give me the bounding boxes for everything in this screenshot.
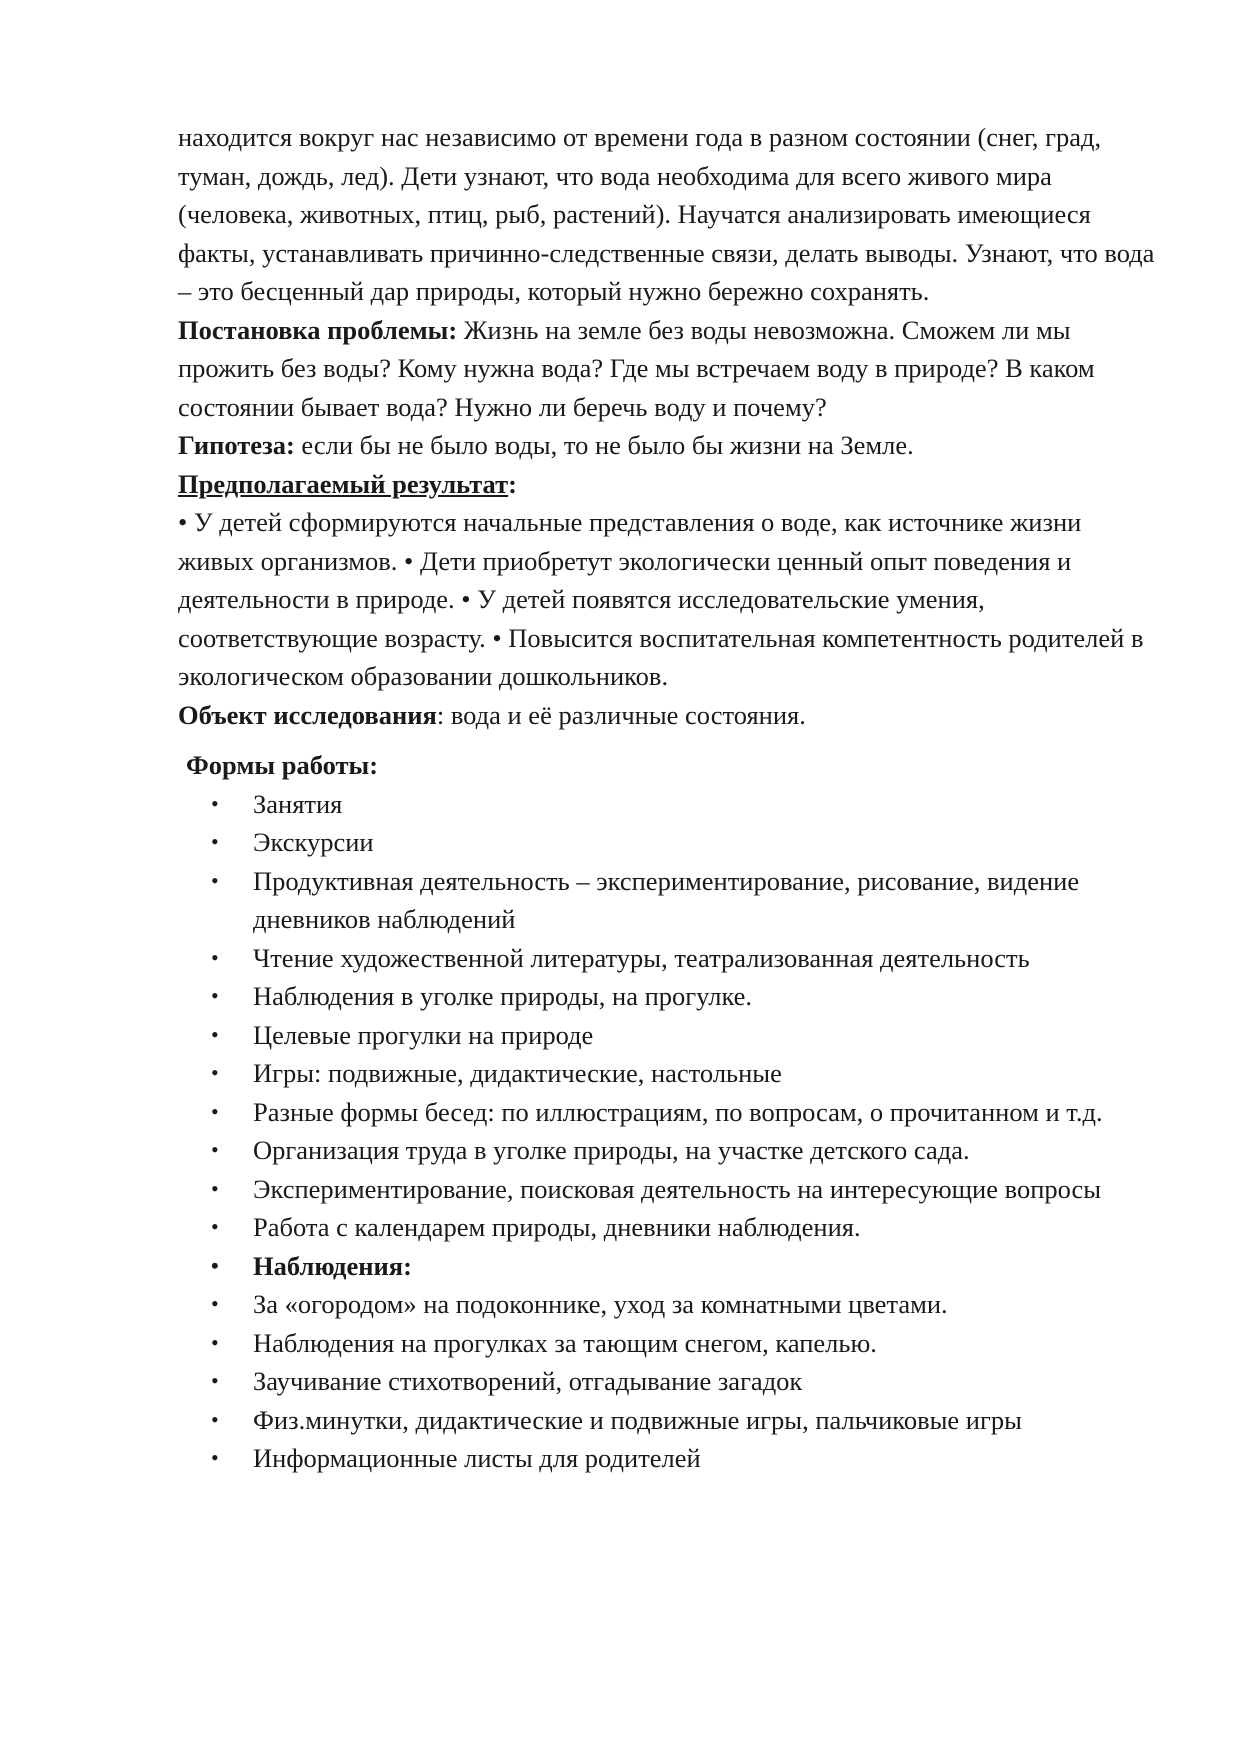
list-item: • Экспериментирование, поисковая деятельность на интересующие вопросы xyxy=(253,1170,1160,1209)
list-item: • За «огородом» на подоконнике, уход за комнатными цветами. xyxy=(253,1285,1160,1324)
object-label: Объект исследования xyxy=(178,699,437,730)
result-heading xyxy=(178,465,1160,504)
intro-paragraph xyxy=(178,118,1160,311)
intro-text: находится вокруг нас независимо от времени года в разном состоянии (снег, град, туман, дождь, лед). Дети узнают, что вода необходима для всего живого мира (человека, животных, птиц, рыб, растений). Научатся анализировать имеющиеся факты, устанавливать причинно-следственные связи, делать выводы. Узнают, что вода – это бесценный дар природы, который нужно бережно сохранять. xyxy=(178,122,1155,306)
result-colon: : xyxy=(508,468,517,499)
result-paragraph xyxy=(178,503,1160,696)
object-paragraph xyxy=(178,696,1160,735)
list-item: • Чтение художественной литературы, театрализованная деятельность xyxy=(253,939,1160,978)
document-page xyxy=(178,118,1160,1478)
list-item: • Игры: подвижные, дидактические, настольные xyxy=(253,1054,1160,1093)
list-item: • Продуктивная деятельность – экспериментирование, рисование, видение дневников наблюдений xyxy=(253,862,1160,939)
problem-text: Жизнь на земле без воды невозможна. Сможем ли мы прожить без воды? Кому нужна вода? Где мы встречаем воду в природе? В каком состоянии бывает вода? Нужно ли беречь воду и почему? xyxy=(178,314,1095,422)
forms-heading: Формы работы: xyxy=(186,750,379,780)
list-item: • Заучивание стихотворений, отгадывание загадок xyxy=(253,1362,1160,1401)
hypothesis-paragraph xyxy=(178,426,1160,465)
problem-label: Постановка проблемы: xyxy=(178,314,458,345)
hypothesis-label: Гипотеза: xyxy=(178,430,295,460)
hypothesis-text: если бы не было воды, то не было бы жизни на Земле. xyxy=(294,430,914,460)
list-item: • Наблюдения в уголке природы, на прогулке. xyxy=(253,977,1160,1016)
list-item-observations-heading: • Наблюдения: xyxy=(253,1247,1160,1286)
list-item: • Занятия xyxy=(253,785,1160,824)
problem-paragraph xyxy=(178,311,1160,427)
list-item: • Разные формы бесед: по иллюстрациям, по вопросам, о прочитанном и т.д. xyxy=(253,1093,1160,1132)
list-item: • Физ.минутки, дидактические и подвижные игры, пальчиковые игры xyxy=(253,1401,1160,1440)
result-text: • У детей сформируются начальные представления о воде, как источнике жизни живых организмов. • Дети приобретут экологически ценный опыт поведения и деятельности в природе. • У детей появятся исследовательские умения, соответствующие возрасту. • Повысится воспитательная компетентность родителей в экологическом образовании дошкольников. xyxy=(178,507,1144,691)
list-item: • Наблюдения на прогулках за тающим снегом, капелью. xyxy=(253,1324,1160,1363)
list-item: • Организация труда в уголке природы, на участке детского сада. xyxy=(253,1131,1160,1170)
forms-list xyxy=(178,785,1160,1478)
object-text: : вода и её различные состояния. xyxy=(436,699,806,730)
list-item: • Информационные листы для родителей xyxy=(253,1439,1160,1478)
list-item: • Целевые прогулки на природе xyxy=(253,1016,1160,1055)
result-label: Предполагаемый результат xyxy=(178,468,509,499)
list-item: • Экскурсии xyxy=(253,823,1160,862)
list-item: • Работа с календарем природы, дневники наблюдения. xyxy=(253,1208,1160,1247)
